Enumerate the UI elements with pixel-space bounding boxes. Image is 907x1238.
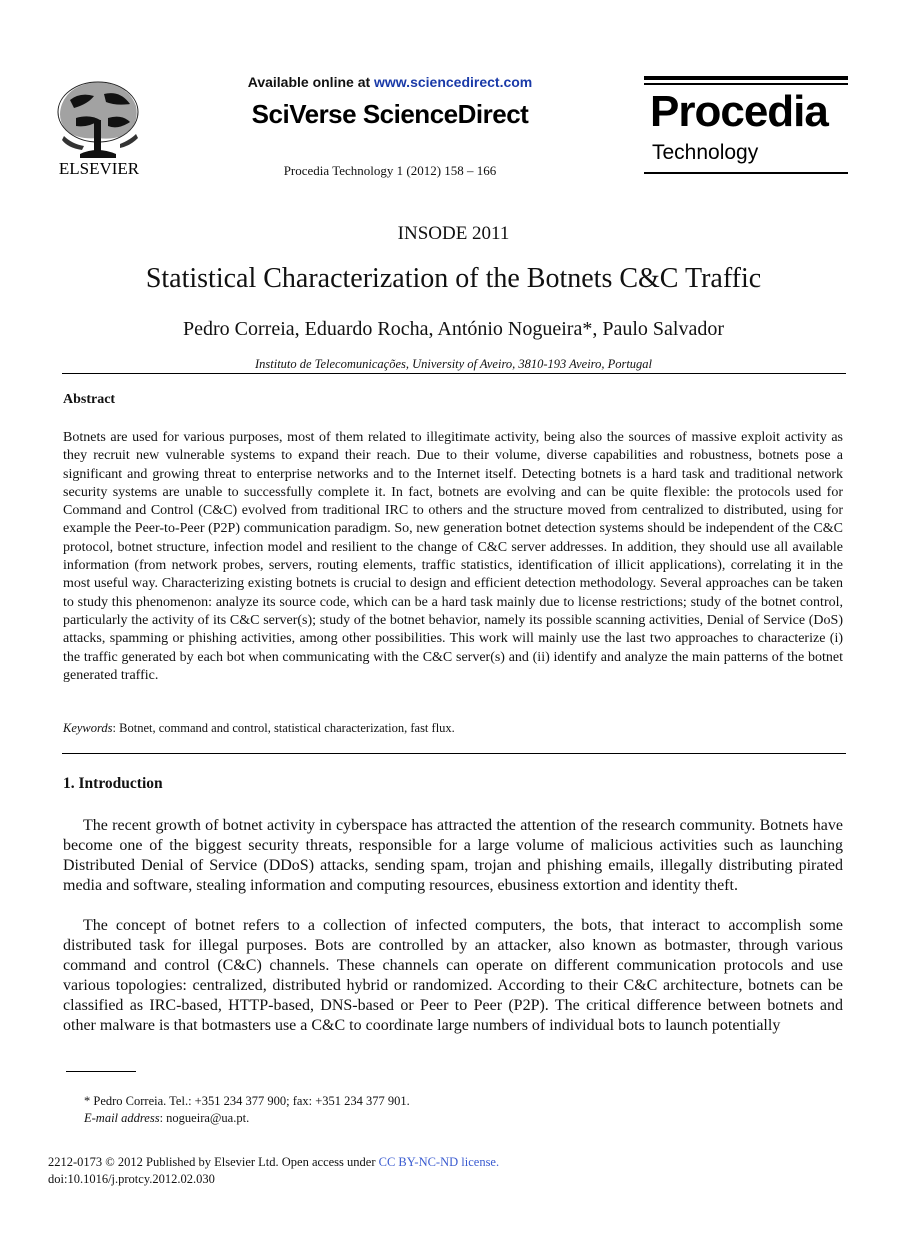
available-prefix: Available online at [247, 74, 375, 90]
elsevier-wordmark: ELSEVIER [58, 159, 140, 178]
footnote-rule [66, 1071, 136, 1072]
procedia-logo [644, 76, 848, 176]
elsevier-tree-icon [50, 74, 148, 178]
logo-rule-bottom [644, 172, 848, 174]
paper-title: Statistical Characterization of the Botnets C&C Traffic [145, 263, 762, 294]
logo-rule-top-thin [644, 83, 848, 85]
elsevier-logo [50, 74, 148, 178]
email-label: E-mail address [84, 1111, 160, 1125]
conference-name: INSODE 2011 [397, 223, 510, 244]
abstract-heading: Abstract [63, 392, 116, 407]
paper-authors: Pedro Correia, Eduardo Rocha, António Nogueira*, Paulo Salvador [183, 318, 724, 340]
author-affiliation: Instituto de Telecomunicações, University of Aveiro, 3810-193 Aveiro, Portugal [254, 357, 653, 371]
doi-line: doi:10.1016/j.protcy.2012.02.030 [48, 1172, 215, 1186]
footnote-corresponding-author: * Pedro Correia. Tel.: +351 234 377 900; fax: +351 234 377 901. [84, 1094, 410, 1108]
keywords-line [63, 721, 843, 736]
procedia-sub-brand: Technology [652, 141, 759, 164]
email-value: : nogueira@ua.pt. [159, 1111, 250, 1125]
section-heading-introduction: 1. Introduction [63, 775, 163, 792]
abstract-text: Botnets are used for various purposes, most of them related to illegitimate activity, being also the sources of massive exploit activity as they recruit new vulnerable systems to expand their reach. Due to their volume, diverse capabilities and robustness, botnets pose a significant and growing threat to enterprise networks and to the Internet itself. Detecting botnets is a hard task and traditional network security systems are unable to successfully complete it. In fact, botnets are evolving and can be quite flexible: the protocols used for Command and Control (C&C) evolved from traditional IRC to others and the structure moved from centralized to distributed, using for example the Peer-to-Peer (P2P) communication paradigm. So, new generation botnet detection systems should be independent of the C&C protocol, botnet structure, infection model and resilient to the change of C&C server addresses. In addition, they should use all available information (from network probes, servers, routing elements, traffic statistics, identification of illicit applications), correlating it in the most useful way. Characterizing existing botnets is crucial to design and efficient detection methodology. Several approaches can be taken to study this phenomenon: analyze its source code, which can be a hard task mainly due to license restrictions; study of the botnet control, particularly the activity of its C&C server(s); study of the botnet behavior, namely its possible scanning activities, Denial of Service (DoS) attacks, spamming or phishing activities, among other possibilities. This work will mainly use the last two approaches to characterize (i) the traffic generated by each bot when communicating with the C&C server(s) and (ii) identify and analyze the main patterns of the botnet generated traffic. [63, 430, 843, 683]
available-online-line [180, 74, 600, 90]
license-link[interactable]: CC BY-NC-ND license. [378, 1155, 500, 1169]
keywords-label: Keywords [63, 721, 113, 735]
divider-abstract-end [62, 753, 846, 754]
procedia-brand: Procedia [650, 87, 828, 136]
sciencedirect-link[interactable]: www.sciencedirect.com [374, 74, 533, 90]
copyright-text: 2212-0173 © 2012 Published by Elsevier Ltd. Open access under [48, 1155, 379, 1169]
copyright-line [48, 1155, 499, 1170]
divider-top [62, 373, 846, 374]
intro-paragraph-1: The recent growth of botnet activity in cyberspace has attracted the attention of the research community. Botnets have become one of the biggest security threats, responsible for a large volume of malicious activities such as launching Distributed Denial of Service (DDoS) attacks, sending spam, trojan and phishing emails, illegally distributing pirated media and software, stealing information and computing resources, ebusiness extortion and identity theft. [63, 817, 843, 894]
sciverse-wordmark: SciVerse ScienceDirect [251, 99, 529, 129]
footnote-email [84, 1111, 249, 1126]
intro-paragraph-2: The concept of botnet refers to a collection of infected computers, the bots, that interact to accomplish some distributed task for illegal purposes. Bots are controlled by an attacker, also known as botmaster, through various command and control (C&C) channels. These channels can operate on different communication protocols and use various topologies: centralized, distributed hybrid or randomized. According to their C&C architecture, botnets can be classified as IRC-based, HTTP-based, DNS-based or Peer to Peer (P2P). The critical difference between botnets and other malware is that botmasters use a C&C to coordinate large numbers of individual bots to launch potentially [63, 917, 843, 1034]
logo-rule-top [644, 76, 848, 80]
keywords-values: : Botnet, command and control, statistical characterization, fast flux. [112, 721, 455, 735]
journal-reference: Procedia Technology 1 (2012) 158 – 166 [283, 163, 497, 178]
